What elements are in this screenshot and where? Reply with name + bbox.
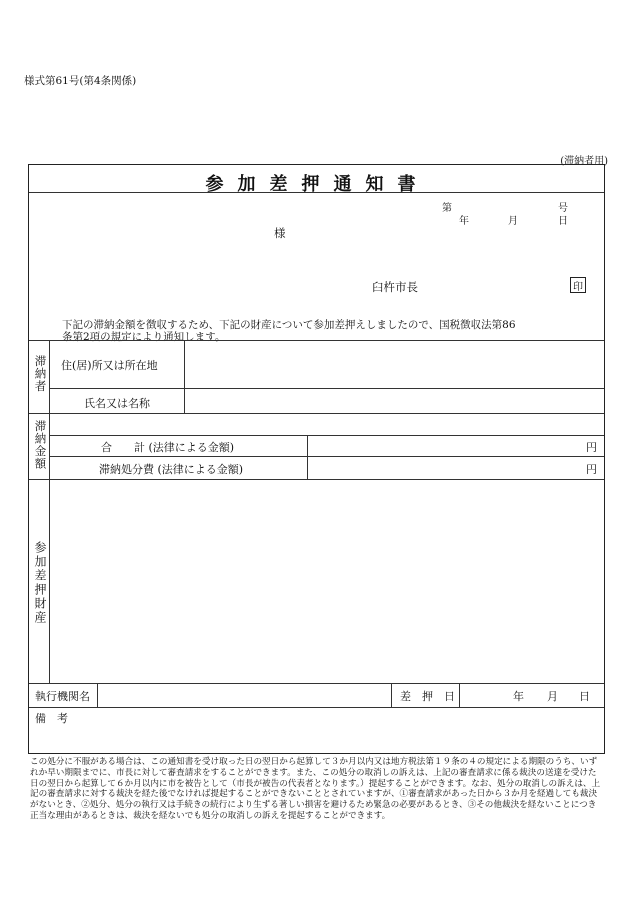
date-month-label: 月	[508, 216, 518, 227]
address-label: 住(居)所又は所在地	[61, 359, 158, 372]
date-day-label: 日	[558, 216, 568, 227]
agency-label: 執行機関名	[35, 690, 90, 703]
property-details-area[interactable]	[51, 481, 601, 679]
seizure-date-label: 差 押 日	[400, 690, 455, 703]
remarks-top-rule	[29, 707, 604, 708]
number-prefix: 第	[442, 203, 452, 214]
seal-stamp: 印	[570, 277, 586, 293]
property-label-divider	[49, 479, 50, 683]
copy-label: (滞納者用)	[560, 156, 608, 167]
seizure-month-label: 月	[547, 690, 558, 703]
appeal-notice: この処分に不服がある場合は、この通知書を受け取った日の翌日から起算して３か月以内又は地方税法第１９条の４の規定による期限のうち、いずれか早い期限までに、市長に対して審査請求をすることができます。また、この処分の取消しの訴えは、上記の審査請求に係る裁決の送達を受けた日の翌日から起算して６か月以内に市を被告として（市長が被告の代表者となります。）提起することができます。なお、処分の取消しの訴えは、上記の審査請求に対する裁決を経た後でなければ提起することができないこととされていますが、①審査請求があった日から３か月を経過しても裁決がないとき、②処分、処分の執行又は手続きの続行により生ずる著しい損害を避けるため緊急の必要があるとき、③その他裁決を経ないことにつき正当な理由があるときは、裁決を経ないでも処分の取消しの訴えを提起することができます。	[30, 757, 601, 821]
arrears-top-rule	[29, 413, 604, 414]
taxpayer-label-divider	[49, 340, 50, 413]
arrears-rule-2	[49, 456, 604, 457]
name-label: 氏名又は名称	[84, 397, 150, 410]
agency-value[interactable]	[101, 685, 387, 705]
agency-divider	[97, 683, 98, 707]
taxpayer-section-label: 滞納者	[33, 355, 48, 393]
arrears-label-divider	[49, 413, 50, 479]
property-section-label: 参加差押財産	[33, 541, 47, 625]
fee-currency: 円	[586, 463, 597, 476]
form-number: 様式第61号(第4条関係)	[24, 75, 137, 87]
total-currency: 円	[586, 441, 597, 454]
seizure-year-label: 年	[513, 690, 524, 703]
property-top-rule	[29, 479, 604, 480]
taxpayer-mid-rule	[49, 388, 604, 389]
fee-label: 滞納処分費 (法律による金額)	[99, 463, 244, 476]
arrears-section-label: 滞納金額	[33, 420, 48, 470]
execution-top-rule	[29, 683, 604, 684]
remarks-value[interactable]	[77, 710, 597, 748]
taxpayer-value-divider	[184, 340, 185, 413]
notice-body: 下記の滞納金額を徴収するため、下記の財産について参加差押えしましたので、国税徴収法第86条第2項の規定により通知します。	[62, 319, 516, 343]
seizure-divider	[391, 683, 392, 707]
date-year-label: 年	[459, 216, 469, 227]
number-suffix: 号	[558, 203, 568, 214]
arrears-value-divider	[307, 435, 308, 479]
document-title: 参加差押通知書	[205, 174, 430, 195]
title-divider	[29, 192, 604, 193]
notice-form	[28, 164, 605, 754]
addressee-suffix: 様	[274, 226, 286, 240]
seizure-day-label: 日	[579, 690, 590, 703]
total-label: 合 計 (法律による金額)	[101, 441, 235, 454]
arrears-rule-1	[49, 435, 604, 436]
taxpayer-top-rule	[29, 340, 604, 341]
remarks-label: 備 考	[35, 712, 68, 725]
issuer-name: 臼杵市長	[372, 280, 418, 294]
seizure-value-divider	[459, 683, 460, 707]
